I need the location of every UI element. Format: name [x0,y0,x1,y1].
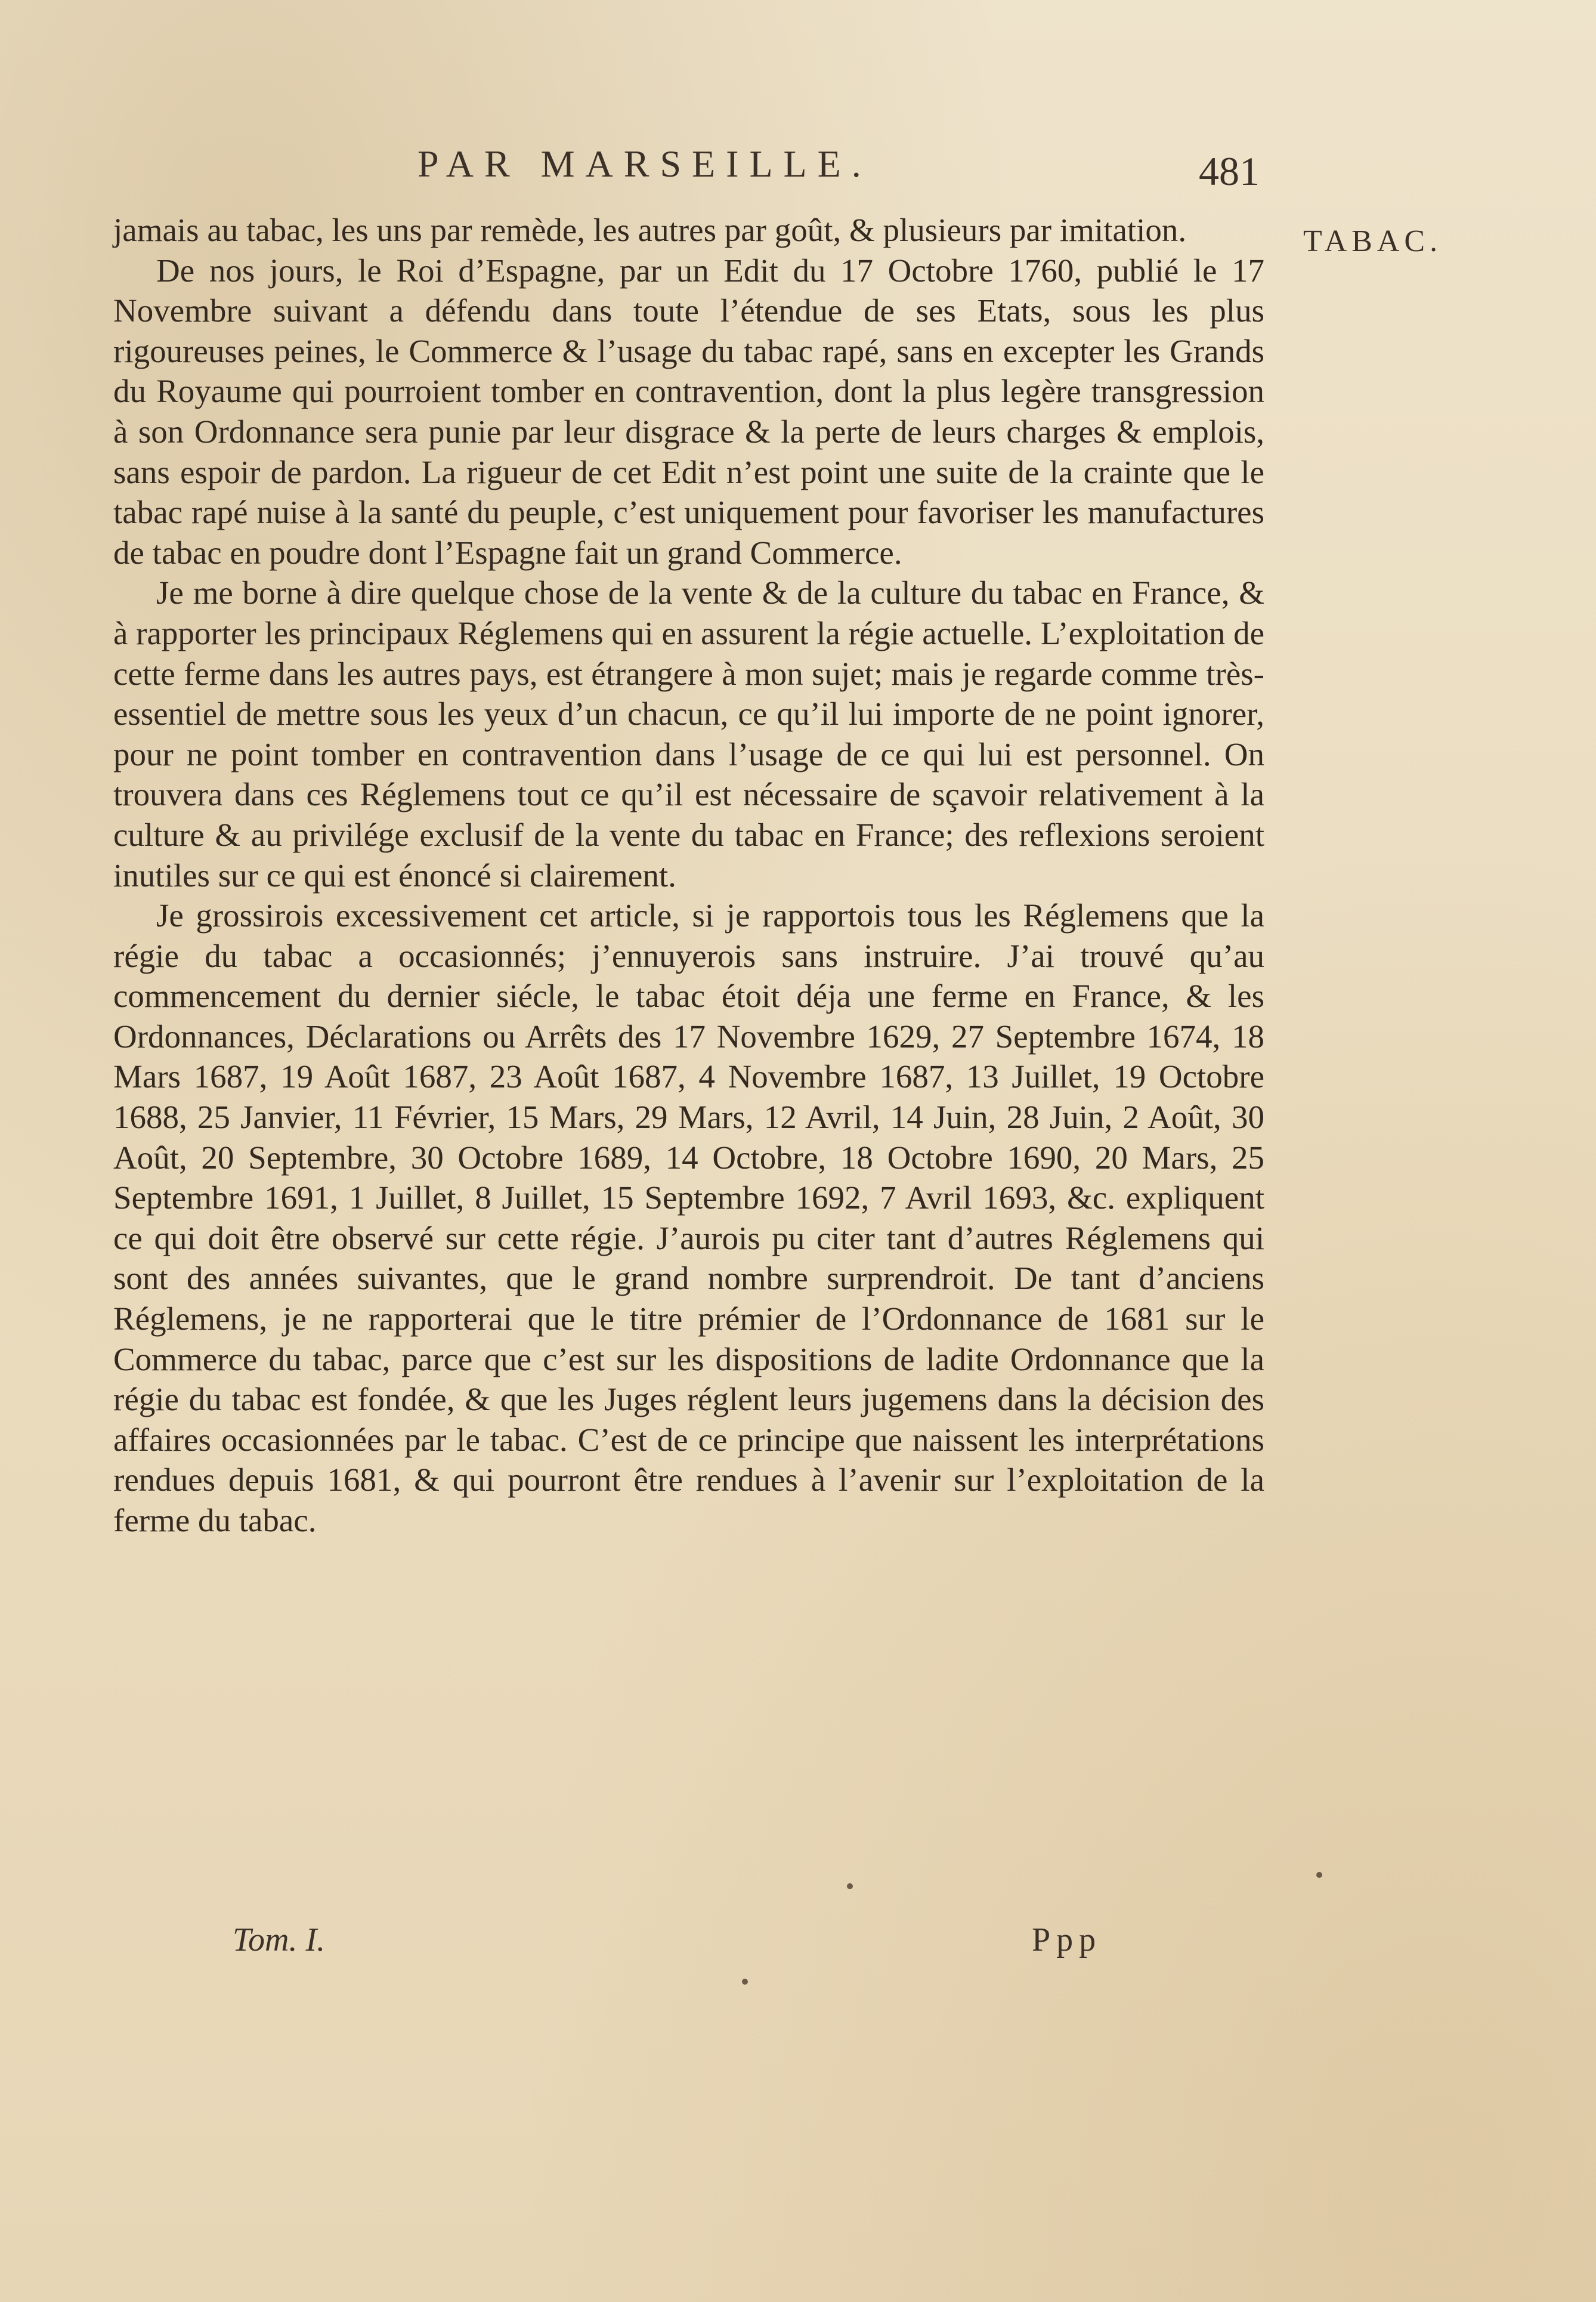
signature-mark: Ppp [1032,1921,1102,1958]
body-text [113,210,1264,1541]
ink-fleck [847,1883,853,1889]
page-header [0,142,1596,196]
running-title: PAR MARSEILLE. [417,143,872,185]
page-footer [0,1921,1596,1969]
ink-fleck [742,1979,748,1985]
volume-mark: Tom. I. [233,1921,326,1958]
ink-fleck [1316,1872,1322,1878]
paragraph-3: Je me borne à dire quelque chose de la vente & de la culture du tabac en France, & à rapporter les principaux Réglemens qui en assurent la régie actuelle. L’exploitation de cette ferme dans les autres pays, est étrangere à mon sujet; mais je regarde comme très-essentiel de mettre sous les yeux d’un chacun, ce qu’il lui importe de ne point ignorer, pour ne point tomber en contravention dans l’usage de ce qui lui est personnel. On trouvera dans ces Réglemens tout ce qu’il est nécessaire de sçavoir relativement à la culture & au privilége exclusif de la vente du tabac en France; des reflexions seroient inutiles sur ce qui est énoncé si clairement. [113,574,1264,894]
paragraph-2: De nos jours, le Roi d’Espagne, par un Edit du 17 Octobre 1760, publié le 17 Novembre suivant a défendu dans toute l’étendue de ses Etats, sous les plus rigoureuses peines, le Commerce & l’usage du tabac rapé, sans en excepter les Grands du Royaume qui pourroient tomber en contravention, dont la plus legère transgression à son Ordonnance sera punie par leur disgrace & la perte de leurs charges & emplois, sans espoir de pardon. La rigueur de cet Edit n’est point une suite de la crainte que le tabac rapé nuise à la santé du peuple, c’est uniquement pour favoriser les manufactures de tabac en poudre dont l’Espagne fait un grand Commerce. [113,252,1264,571]
page-number: 481 [1199,149,1260,194]
paragraph-4: Je grossirois excessivement cet article, si je rapportois tous les Réglemens que la régie du tabac a occasionnés; j’ennuyerois sans instruire. J’ai trouvé qu’au commencement du dernier siécle, le tabac étoit déja une ferme en France, & les Ordonnances, Déclarations ou Arrêts des 17 Novembre 1629, 27 Septembre 1674, 18 Mars 1687, 19 Août 1687, 23 Août 1687, 4 Novembre 1687, 13 Juillet, 19 Octobre 1688, 25 Janvier, 11 Février, 15 Mars, 29 Mars, 12 Avril, 14 Juin, 28 Juin, 2 Août, 30 Août, 20 Septembre, 30 Octobre 1689, 14 Octobre, 18 Octobre 1690, 20 Mars, 25 Septembre 1691, 1 Juillet, 8 Juillet, 15 Septembre 1692, 7 Avril 1693, &c. expliquent ce qui doit être observé sur cette régie. J’aurois pu citer tant d’autres Réglemens qui sont des années suivantes, que le grand nombre surprendroit. De tant d’anciens Réglemens, je ne rapporterai que le titre prémier de l’Ordonnance de 1681 sur le Commerce du tabac, parce que c’est sur les dispositions de ladite Ordonnance que la régie du tabac est fondée, & que les Juges réglent leurs jugemens dans la décision des affaires occasionnées par le tabac. C’est de ce principe que naissent les interprétations rendues depuis 1681, & qui pourront être rendues à l’avenir sur l’exploitation de la ferme du tabac. [113,897,1264,1538]
paragraph-1: jamais au tabac, les uns par remède, les autres par goût, & plusieurs par imitation. [113,212,1187,248]
margin-note: TABAC. [1303,224,1443,258]
